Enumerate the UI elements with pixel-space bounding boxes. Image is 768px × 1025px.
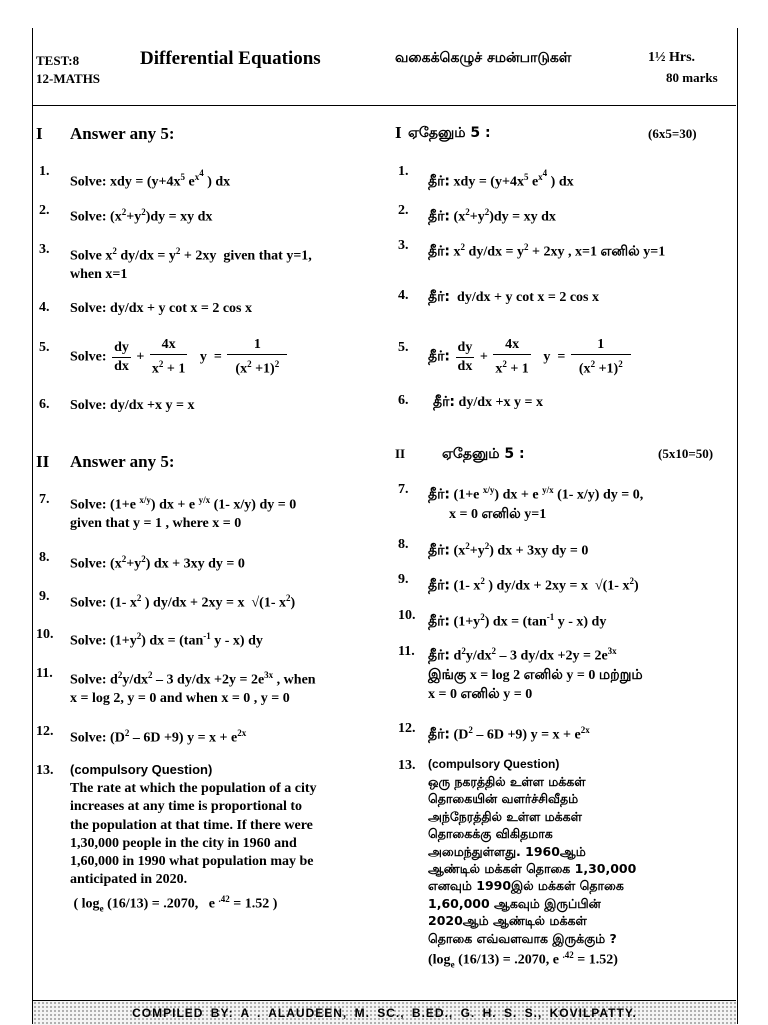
question-6: Solve: dy/dx +x y = x [70,398,195,413]
question-3-ta: தீர்: $x^2$ $dy/dx = y^2 + 2xy$ , x=1 எனில் y=1 [428,242,666,260]
section-1-title-ta: ஏதேனும் 5 : [408,125,491,141]
q13-line: 1,30,000 people in the city in 1960 and [70,835,297,851]
q13-line-ta: ஒரு நகரத்தில் உள்ள மக்கள் [428,774,586,789]
section-1-roman-ta: I [395,123,402,142]
question-2-ta: தீர்: $(x^2+y^2)dy$ = xy dx [428,207,556,225]
question-10-ta: தீர்: $(1+y^2)$ dx = ($\tan^{-1}$ y - x) dy [428,612,607,630]
q-number: 10. [398,608,416,623]
question-7: Solve: (1+e $^{x/y}$) dx + e $^{y/x}$ (1- x/y) dy = 0 given that y = 1 , where x = 0 [70,495,297,531]
section-1-marks: (6x5=30) [648,126,697,141]
q-number: 6. [39,397,50,412]
section-2-marks: (5x10=50) [658,446,714,461]
section-2-title: Answer any 5: [70,452,175,471]
q-number: 3. [398,238,409,253]
section-1-title: Answer any 5: [70,124,175,143]
q13-line-ta: 1,60,000 ஆகவும் இருப்பின் [428,895,601,911]
question-5-ta: தீர்: $\frac{dy}{dx}$ + $\frac{4x}{x^2 + 1}$ y = $\frac{1}{(x^2 +1)^2}$ [428,336,633,379]
question-10: Solve: $(1+y^2)$ dx = ($\tan^{-1}$ y - x) dy [70,631,263,649]
q13-tag: (compulsory Question) [70,762,213,777]
q-number: 2. [39,203,50,218]
question-13-ta [428,773,636,974]
q13-line: the population at that time. If there were [70,817,313,833]
q-number: 11. [36,666,53,681]
q13-line-ta: தொகை எவ்வளவாக இருக்கும் ? [428,930,617,946]
title-tamil: வகைக்கெழுச் சமன்பாடுகள் [395,50,572,66]
q-number: 3. [39,242,50,257]
question-13 [70,780,317,918]
question-4-ta: தீர்: dy/dx + y cot x = 2 cos x [428,289,600,305]
question-12-ta: தீர்: $(D^2 - 6D +9) y = x + e^{2x}$ [428,725,590,743]
section-2-roman: II [36,452,50,471]
q-number: 6. [398,393,409,408]
question-8: Solve: $(x^2+y^2)$ dx + 3xy dy = 0 [70,554,245,572]
question-1-ta: தீர்: xdy = ($y+4x^5$ $e^{x^4}$ ) dx [428,168,574,190]
q13-line: 1,60,000 in 1990 what population may be [70,854,314,870]
q-number: 4. [39,300,50,315]
q13-line-ta: தொகையின் வளர்ச்சிவீதம் [428,791,579,807]
section-2-title-ta: ஏதேனும் 5 : [442,446,525,462]
question-6-ta: தீர்: dy/dx +x y = x [433,394,543,410]
question-4: Solve: dy/dx + y cot x = 2 cos x [70,301,253,316]
q-number: 9. [398,572,409,587]
question-7-ta: தீர்: (1+e $^{x/y}$) dx + e $^{y/x}$ (1- x/y) dy = 0, x = 0 எனில் y=1 [428,485,644,522]
q-number: 5. [398,340,409,355]
section-1-roman: I [36,124,43,143]
header-divider [33,105,736,106]
question-9: Solve: (1- $x^2$ ) dy/dx + 2xy = x √(1- $x^2$) [70,593,296,611]
question-8-ta: தீர்: $(x^2+y^2)$ dx + 3xy dy = 0 [428,541,589,559]
q13-line-ta: எனவும் 1990இல் மக்கள் தொகை [428,878,624,894]
q13-line: The rate at which the population of a city [70,781,317,796]
q13-line: anticipated in 2020. [70,872,188,888]
q-number: 12. [398,721,416,736]
question-3: Solve $x^2$ $dy/dx = y^2 + 2xy$ given that y=1, when x=1 [70,246,312,282]
total-marks: 80 marks [666,70,718,85]
q-number: 11. [398,644,415,659]
q-number: 7. [39,492,50,507]
q13-line: increases at any time is proportional to [70,799,303,815]
q13-line-ta: ஆண்டில் மக்கள் தொகை 1,30,000 [428,861,637,877]
question-9-ta: தீர்: (1- $x^2$ ) dy/dx + 2xy = x √(1- $x^2$) [428,576,639,594]
q-number: 8. [39,550,50,565]
q13-tag-ta: (compulsory Question) [428,757,560,771]
question-1: Solve: xdy = ($y+4x^5$ $e^{x^4}$ ) dx [70,168,231,190]
title-english: Differential Equations [140,48,321,69]
q-number: 12. [36,724,54,739]
q-number: 1. [39,164,50,179]
q13-line-ta: தொகைக்கு விகிதமாக [428,826,553,842]
q13-line-ta: 2020ஆம் ஆண்டில் மக்கள் [428,913,587,929]
question-11-ta: தீர்: $d^2y/dx^2 - 3$ $dy/dx +2y = 2e^{3x}$ இங்கு x = log 2 எனில் y = 0 மற்றும் x = 0 எனில் y = 0 [428,646,643,702]
question-5: Solve: $\frac{dy}{dx}$ + $\frac{4x}{x^2 + 1}$ y = $\frac{1}{(x^2 +1)^2}$ [70,336,289,379]
q-number: 7. [398,482,409,497]
q13-line-ta: அமைந்துள்ளது. 1960ஆம் [428,843,586,859]
q-number: 13. [398,758,416,773]
q-number: 5. [39,340,50,355]
q-number: 8. [398,537,409,552]
q-number: 10. [36,627,54,642]
test-label: TEST:8 [36,53,80,68]
q-number: 1. [398,164,409,179]
q13-line: ( $\log_e (16/13) = .2070$, e $^{.42}$ = 1.52 ) [70,893,278,914]
question-12: Solve: $(D^2 - 6D +9) y = x + e^{2x}$ [70,728,247,746]
q-number: 9. [39,589,50,604]
q-number: 4. [398,288,409,303]
section-2-roman-ta: II [395,446,406,461]
q13-line-ta: ($\log_e$ (16/13) = .2070, e $^{.42}$ = 1.52) [428,950,618,970]
q-number: 13. [36,763,54,778]
footer-text: COMPILED BY: A . ALAUDEEN, M. SC., B.ED., G. H. S. S., KOVILPATTY. [132,1006,637,1020]
class-label: 12-MATHS [36,71,101,86]
footer-credit [33,1000,736,1025]
question-2: Solve: $(x^2+y^2)dy$ = xy dx [70,207,213,225]
duration: 1½ Hrs. [648,50,696,65]
q13-line-ta: அந்நேரத்தில் உள்ள மக்கள் [428,808,582,824]
q-number: 2. [398,203,409,218]
question-11: Solve: $d^2y/dx^2 - 3$ $dy/dx +2y = 2e^{3x}$ , when x = log 2, y = 0 and when x = 0 , y = 0 [70,670,316,706]
